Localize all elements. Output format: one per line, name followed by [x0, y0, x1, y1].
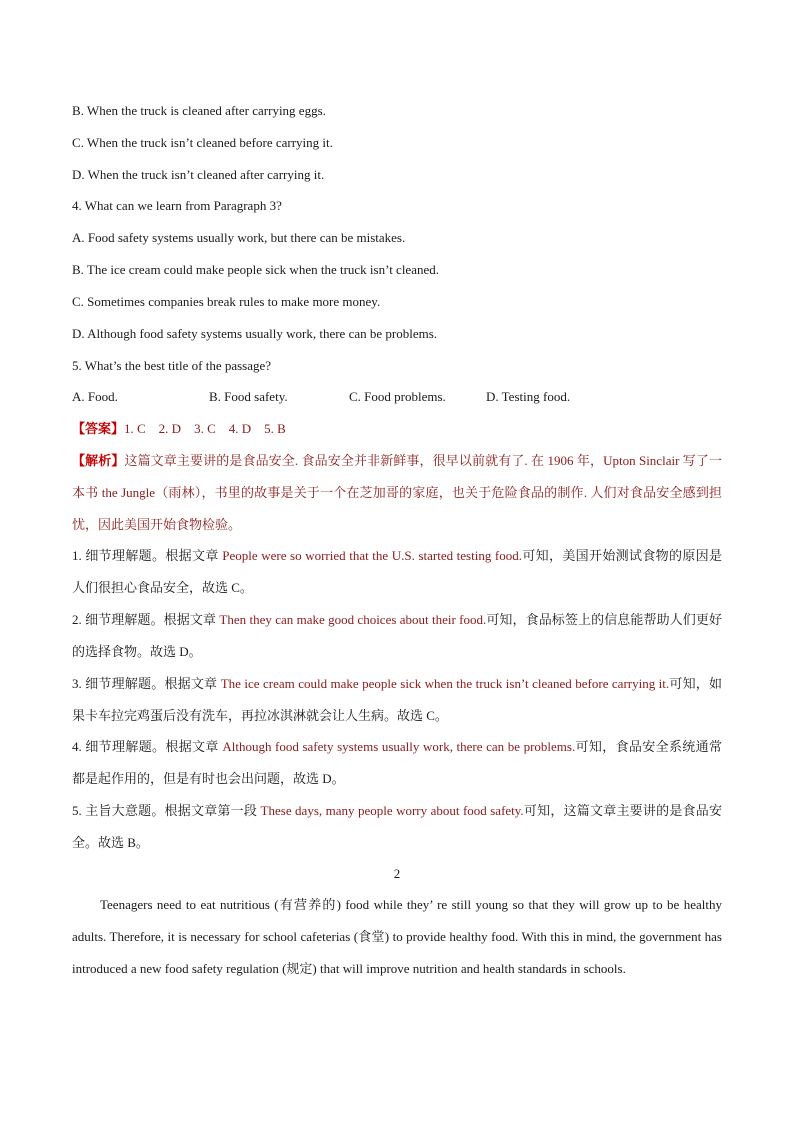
analysis-item-prefix: 1. 细节理解题。根据文章 [72, 548, 223, 563]
analysis-intro-text: 这篇文章主要讲的是食品安全. 食品安全并非新鲜事，很早以前就有了. 在 1906 年，Upton Sinclair 写了一本书 the Jungle（雨林），书里的故事是关于一个在芝加哥的家庭，也关于危险食品的制作. 人们对食品安全感到担忧，因此美国开始食物检验。 [72, 453, 722, 532]
analysis-item-prefix: 5. 主旨大意题。根据文章第一段 [72, 803, 261, 818]
analysis-item-quote: The ice cream could make people sick when the truck isn’t cleaned before carrying it. [220, 676, 670, 691]
analysis-item-2 [72, 604, 722, 668]
answer-text: 1. C 2. D 3. C 4. D 5. B [124, 421, 286, 436]
analysis-item-quote: Although food safety systems usually work, there can be problems. [222, 739, 576, 754]
analysis-item-suffix: 可知，食品标签上的信息能帮助人们更好的选择食物。故选 D。 [72, 612, 722, 659]
analysis-item-suffix: 可知，食品安全系统通常都是起作用的，但是有时也会出问题，故选 D。 [72, 739, 722, 786]
passage-number: 2 [393, 866, 401, 881]
analysis-item-1 [72, 540, 722, 604]
analysis-item-quote: These days, many people worry about food safety. [260, 803, 524, 818]
q5-stem: 5. What’s the best title of the passage? [72, 358, 272, 373]
q4-option-d: D. Although food safety systems usually work, there can be problems. [72, 326, 438, 341]
q4-option-a: A. Food safety systems usually work, but there can be mistakes. [72, 230, 406, 245]
q5-option-c: C. Food problems. [349, 389, 446, 404]
q4-stem: 4. What can we learn from Paragraph 3? [72, 198, 282, 213]
analysis-item-4 [72, 731, 722, 795]
analysis-item-quote: Then they can make good choices about their food. [219, 612, 487, 627]
analysis-item-suffix: 可知，美国开始测试食物的原因是人们很担心食品安全，故选 C。 [72, 548, 722, 595]
q5-option-a: A. Food. [72, 389, 118, 404]
passage-paragraph: Teenagers need to eat nutritious (有营养的) food while they’ re still young so that they will grow up to be healthy adults. Therefore, it is necessary for school cafeterias (食堂) to provide healthy food. With this in mind, the government has introduced a new food safety regulation (规定) that will improve nutrition and health standards in schools. [72, 897, 722, 976]
q5-option-b: B. Food safety. [209, 389, 288, 404]
analysis-tag: 【解析】 [72, 453, 125, 468]
analysis-item-suffix: 可知，这篇文章主要讲的是食品安全。故选 B。 [72, 803, 722, 850]
q3-option-b: B. When the truck is cleaned after carrying eggs. [72, 103, 326, 118]
q5-options [72, 388, 722, 406]
q4-option-b: B. The ice cream could make people sick when the truck isn’t cleaned. [72, 262, 439, 277]
q4-option-c: C. Sometimes companies break rules to make more money. [72, 294, 381, 309]
analysis-item-quote: People were so worried that the U.S. started testing food. [222, 548, 523, 563]
analysis-item-prefix: 4. 细节理解题。根据文章 [72, 739, 223, 754]
answer-line [72, 420, 722, 438]
analysis-item-prefix: 2. 细节理解题。根据文章 [72, 612, 220, 627]
answer-tag: 【答案】 [72, 421, 125, 436]
analysis-item-3 [72, 668, 722, 732]
analysis-item-prefix: 3. 细节理解题。根据文章 [72, 676, 221, 691]
analysis-item-suffix: 可知，如果卡车拉完鸡蛋后没有洗车，再拉冰淇淋就会让人生病。故选 C。 [72, 676, 722, 723]
q5-option-d: D. Testing food. [486, 389, 571, 404]
analysis-intro [72, 445, 722, 541]
q3-option-c: C. When the truck isn’t cleaned before carrying it. [72, 135, 333, 150]
analysis-item-5 [72, 795, 722, 859]
q3-option-d: D. When the truck isn’t cleaned after carrying it. [72, 167, 325, 182]
